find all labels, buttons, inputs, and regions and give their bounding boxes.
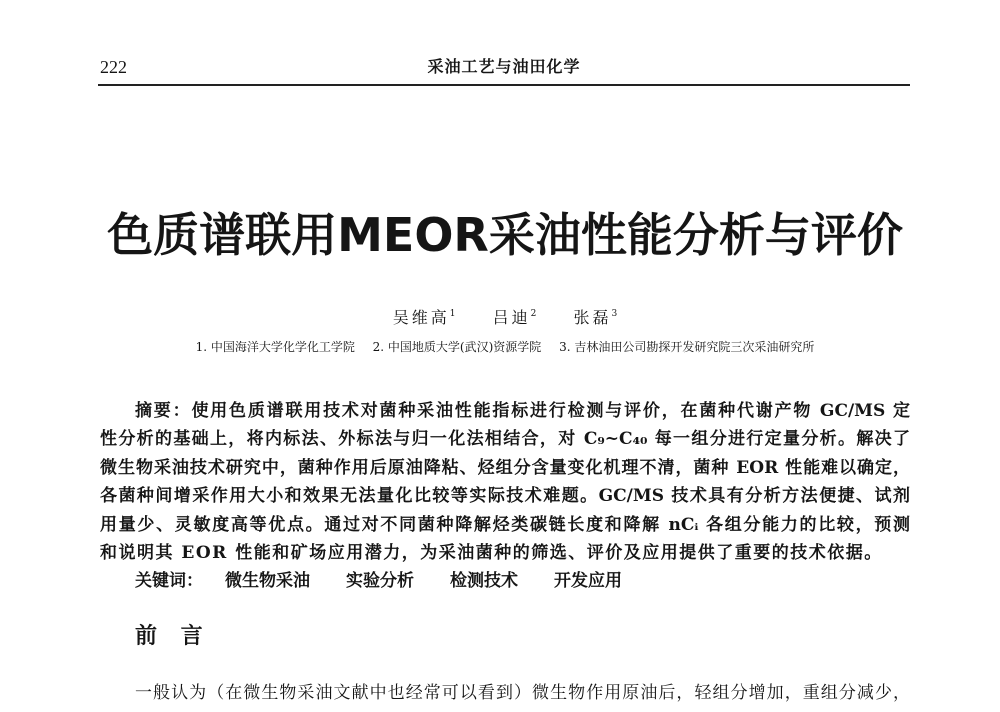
author xyxy=(393,305,456,331)
keyword: 开发应用 xyxy=(554,571,622,591)
author xyxy=(573,305,617,331)
journal-name: 采油工艺与油田化学 xyxy=(427,57,581,76)
paper-title: 色质谱联用MEOR采油性能分析与评价 xyxy=(107,208,903,262)
affiliation-list xyxy=(0,337,1000,357)
author-list xyxy=(0,305,1000,331)
keyword: 检测技术 xyxy=(450,571,518,591)
abstract xyxy=(100,397,910,567)
keyword: 实验分析 xyxy=(346,571,414,591)
abstract-label: 摘要： xyxy=(135,401,192,421)
abstract-line: 性分析的基础上，将内标法、外标法与归一化法相结合，对 C₉~C₄₀ 每一组分进行定量分析。解决了 xyxy=(100,429,910,450)
running-header xyxy=(98,55,910,79)
author-name: 吴维高 xyxy=(392,308,450,327)
keyword: 微生物采油 xyxy=(225,571,310,591)
author-name: 吕迪 xyxy=(492,308,531,327)
author-affiliation-mark: 1 xyxy=(449,309,456,319)
affiliation: 3. 吉林油田公司勘探开发研究院三次采油研究所 xyxy=(559,340,815,354)
abstract-line xyxy=(100,397,910,425)
body-text-line: 一般认为（在微生物采油文献中也经常可以看到）微生物作用原油后，轻组分增加，重组分减少， xyxy=(135,683,910,703)
abstract-line: 微生物采油技术研究中，菌种作用后原油降粘、烃组分含量变化机理不清，菌种 EOR 性能难以确定， xyxy=(100,457,910,478)
abstract-line: 各菌种间增采作用大小和效果无法量化比较等实际技术难题。GC/MS 技术具有分析方法便捷、试剂 xyxy=(100,486,910,507)
abstract-line: 和说明其 EOR 性能和矿场应用潜力，为采油菌种的筛选、评价及应用提供了重要的技术依据。 xyxy=(100,542,883,563)
author-affiliation-mark: 2 xyxy=(530,309,537,319)
header-rule xyxy=(98,84,910,86)
section-heading-introduction: 前 言 xyxy=(135,624,211,649)
author xyxy=(493,305,537,331)
keywords-label: 关键词： xyxy=(135,571,203,591)
page-number: 222 xyxy=(100,57,127,77)
affiliation: 2. 中国地质大学(武汉)资源学院 xyxy=(372,340,542,354)
author-affiliation-mark: 3 xyxy=(611,309,618,319)
keywords xyxy=(135,567,910,595)
affiliation: 1. 中国海洋大学化学化工学院 xyxy=(195,340,355,354)
abstract-text: 使用色质谱联用技术对菌种采油性能指标进行检测与评价，在菌种代谢产物 GC/MS 定 xyxy=(191,401,910,421)
abstract-line: 用量少、灵敏度高等优点。通过对不同菌种降解烃类碳链长度和降解 nCᵢ 各组分能力的比较，预测 xyxy=(100,514,910,535)
author-name: 张磊 xyxy=(573,308,612,327)
